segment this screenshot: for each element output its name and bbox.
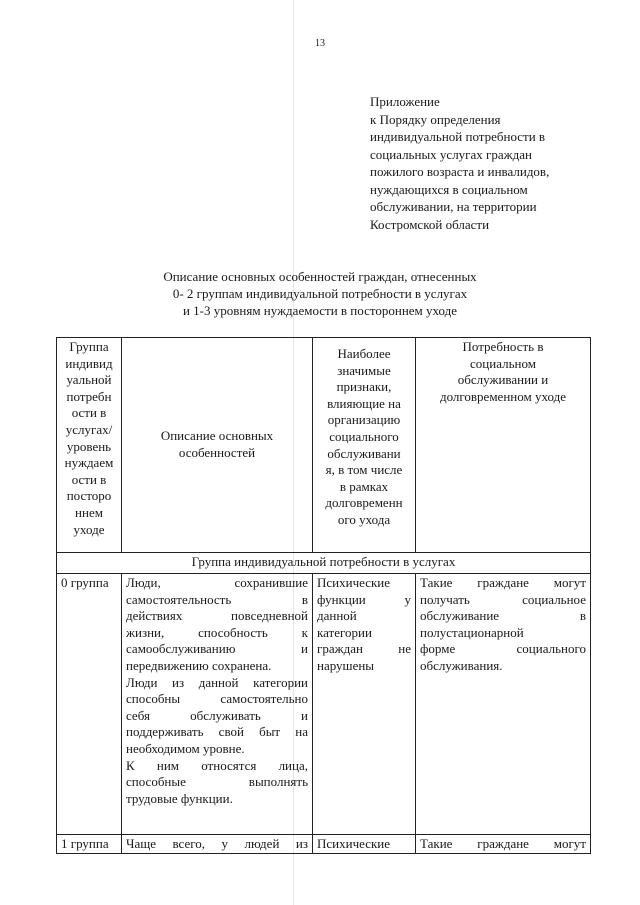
table-header-row	[57, 338, 591, 553]
appendix-line: Приложение	[370, 94, 440, 109]
groups-table	[56, 337, 591, 854]
appendix-line: социальных услугах граждан	[370, 146, 532, 162]
title-line: и 1-3 уровням нуждаемости в постороннем уходе	[182, 303, 458, 318]
group-cell: 1 группа	[57, 835, 122, 854]
header-description: Описание основных особенностей	[122, 338, 313, 553]
table-row	[57, 574, 591, 835]
appendix-line: пожилого возраста и инвалидов,	[370, 164, 550, 179]
appendix-line: к Порядку определения	[370, 111, 501, 127]
appendix-line: индивидуальной потребности в	[370, 129, 546, 144]
appendix-line: Костромской области	[370, 216, 490, 232]
header-care-needs: Потребность в социальном обслуживании и долговременном уходе	[416, 338, 591, 553]
header-key-features: Наиболее значимые признаки, влияющие на организацию социального обслуживани я, в том числе в рамках долговременн ого ухода	[313, 338, 416, 553]
features-cell: Психические функции у данной категории граждан не нарушены	[313, 574, 416, 835]
group-cell: 0 группа	[57, 574, 122, 835]
description-cell: Чаще всего, у людей из	[122, 835, 313, 854]
needs-cell: Такие граждане могут	[416, 835, 591, 854]
title-line: Описание основных особенностей граждан, отнесенных	[163, 269, 477, 284]
table-row	[57, 835, 591, 854]
needs-cell: Такие граждане могут получать социальное обслуживание в полустационарной форме социального обслуживания.	[416, 574, 591, 835]
page-number: 13	[315, 38, 325, 49]
document-title	[100, 268, 540, 319]
section-row	[57, 553, 591, 574]
features-cell: Психические	[313, 835, 416, 854]
appendix-line: обслуживании, на территории	[370, 199, 537, 214]
header-group-level: Группа индивид уальной потребн ости в услугах/ уровень нуждаем ости в посторо ннем уходе	[57, 338, 122, 553]
description-cell: Люди, сохранившие самостоятельность в действиях повседневной жизни, способность к самообслуживанию и передвижению сохранена. Люди из данной категории способны самостоятельно себя обслуживать и поддерживать свой быт на необходимом уровне. К ним относятся лица, способные выполнять трудовые функции.	[122, 574, 313, 835]
appendix-line: нуждающихся в социальном	[370, 181, 528, 197]
title-line: 0- 2 группам индивидуальной потребности в услугах	[172, 286, 468, 301]
section-label: Группа индивидуальной потребности в услугах	[57, 553, 591, 574]
appendix-note	[370, 93, 620, 233]
